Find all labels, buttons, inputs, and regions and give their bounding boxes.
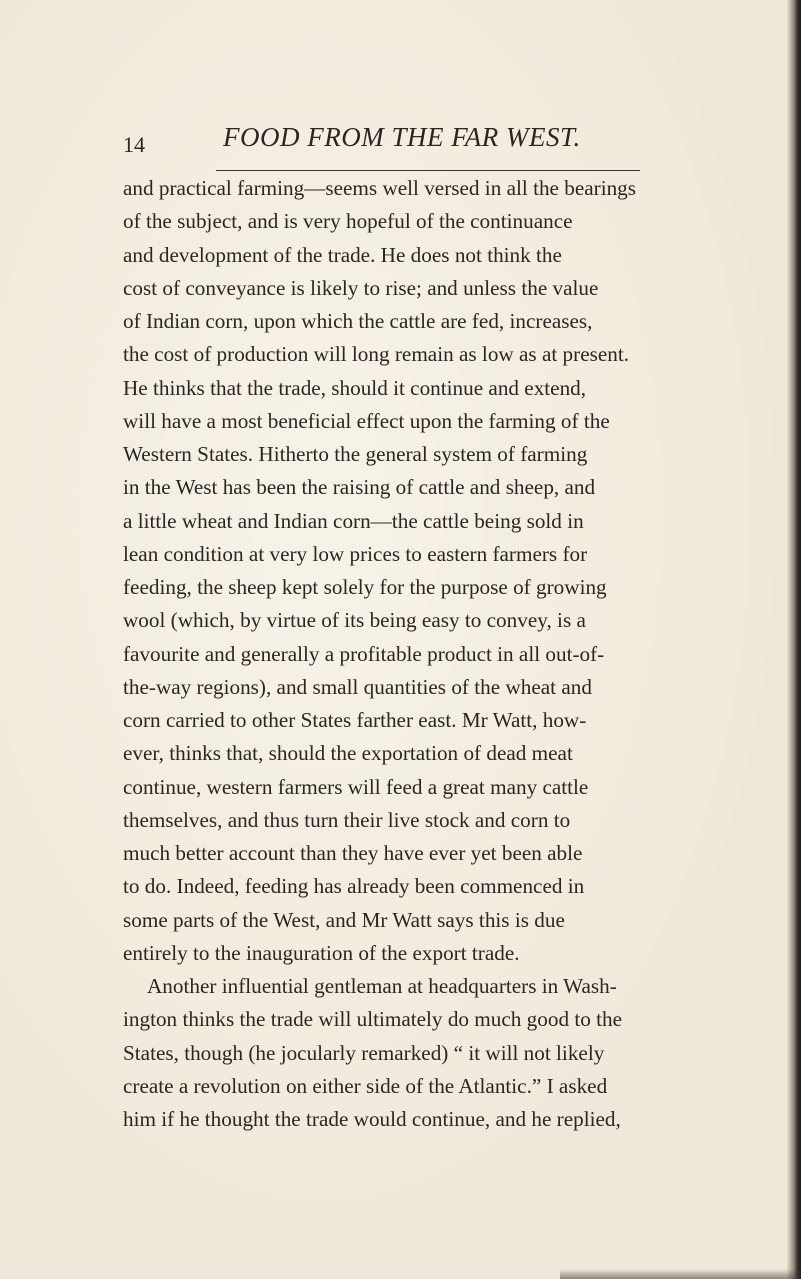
text-line: ever, thinks that, should the exportation of dead meat xyxy=(123,741,573,766)
text-line: entirely to the inauguration of the export trade. xyxy=(123,940,520,965)
text-line: feeding, the sheep kept solely for the purpose of growing xyxy=(123,575,607,599)
text-line: continue, western farmers will feed a great many cattle xyxy=(123,774,589,799)
page-bottom-shadow xyxy=(560,1269,801,1279)
text-line: to do. Indeed, feeding has already been commenced in xyxy=(123,874,585,899)
text-line: wool (which, by virtue of its being easy to convey, is a xyxy=(123,608,586,633)
page-number: 14 xyxy=(123,132,145,157)
text-line: States, though (he jocularly remarked) “ it will not likely xyxy=(123,1040,605,1065)
text-line: in the West has been the raising of cattle and sheep, and xyxy=(123,475,596,500)
text-line: cost of conveyance is likely to rise; and unless the value xyxy=(123,275,599,300)
text-line: themselves, and thus turn their live stock and corn to xyxy=(123,807,571,832)
text-line: lean condition at very low prices to eastern farmers for xyxy=(123,541,588,566)
header-rule xyxy=(216,170,640,171)
text-line: a little wheat and Indian corn—the cattle being sold in xyxy=(123,508,584,533)
text-line: much better account than they have ever yet been able xyxy=(123,841,583,865)
text-line: Western States. Hitherto the general system of farming xyxy=(123,442,588,466)
text-line: will have a most beneficial effect upon the farming of the xyxy=(123,408,610,433)
running-title: FOOD FROM THE FAR WEST. xyxy=(223,122,581,152)
text-line: some parts of the West, and Mr Watt says this is due xyxy=(123,907,565,932)
text-line: of the subject, and is very hopeful of the continuance xyxy=(123,209,573,234)
text-line: and practical farming—seems well versed in all the bearings xyxy=(123,176,637,200)
text-line: the cost of production will long remain as low as at present. xyxy=(123,342,630,367)
paragraph-start-line: Another influential gentleman at headquarters in Wash- xyxy=(147,974,617,998)
text-line: favourite and generally a profitable product in all out-of- xyxy=(123,641,605,666)
text-line: He thinks that the trade, should it continue and extend, xyxy=(123,375,587,400)
text-line: of Indian corn, upon which the cattle are fed, increases, xyxy=(123,309,593,333)
page-edge-shadow xyxy=(787,0,801,1279)
text-line: ington thinks the trade will ultimately do much good to the xyxy=(123,1007,623,1032)
text-line: and development of the trade. He does not think the xyxy=(123,242,562,267)
running-head xyxy=(123,118,723,158)
text-line: create a revolution on either side of the Atlantic.” I asked xyxy=(123,1073,608,1098)
text-line: corn carried to other States farther east. Mr Watt, how- xyxy=(123,708,587,732)
body-text xyxy=(123,172,701,1136)
text-line: the-way regions), and small quantities of the wheat and xyxy=(123,674,592,699)
text-line: him if he thought the trade would continue, and he replied, xyxy=(123,1107,621,1131)
